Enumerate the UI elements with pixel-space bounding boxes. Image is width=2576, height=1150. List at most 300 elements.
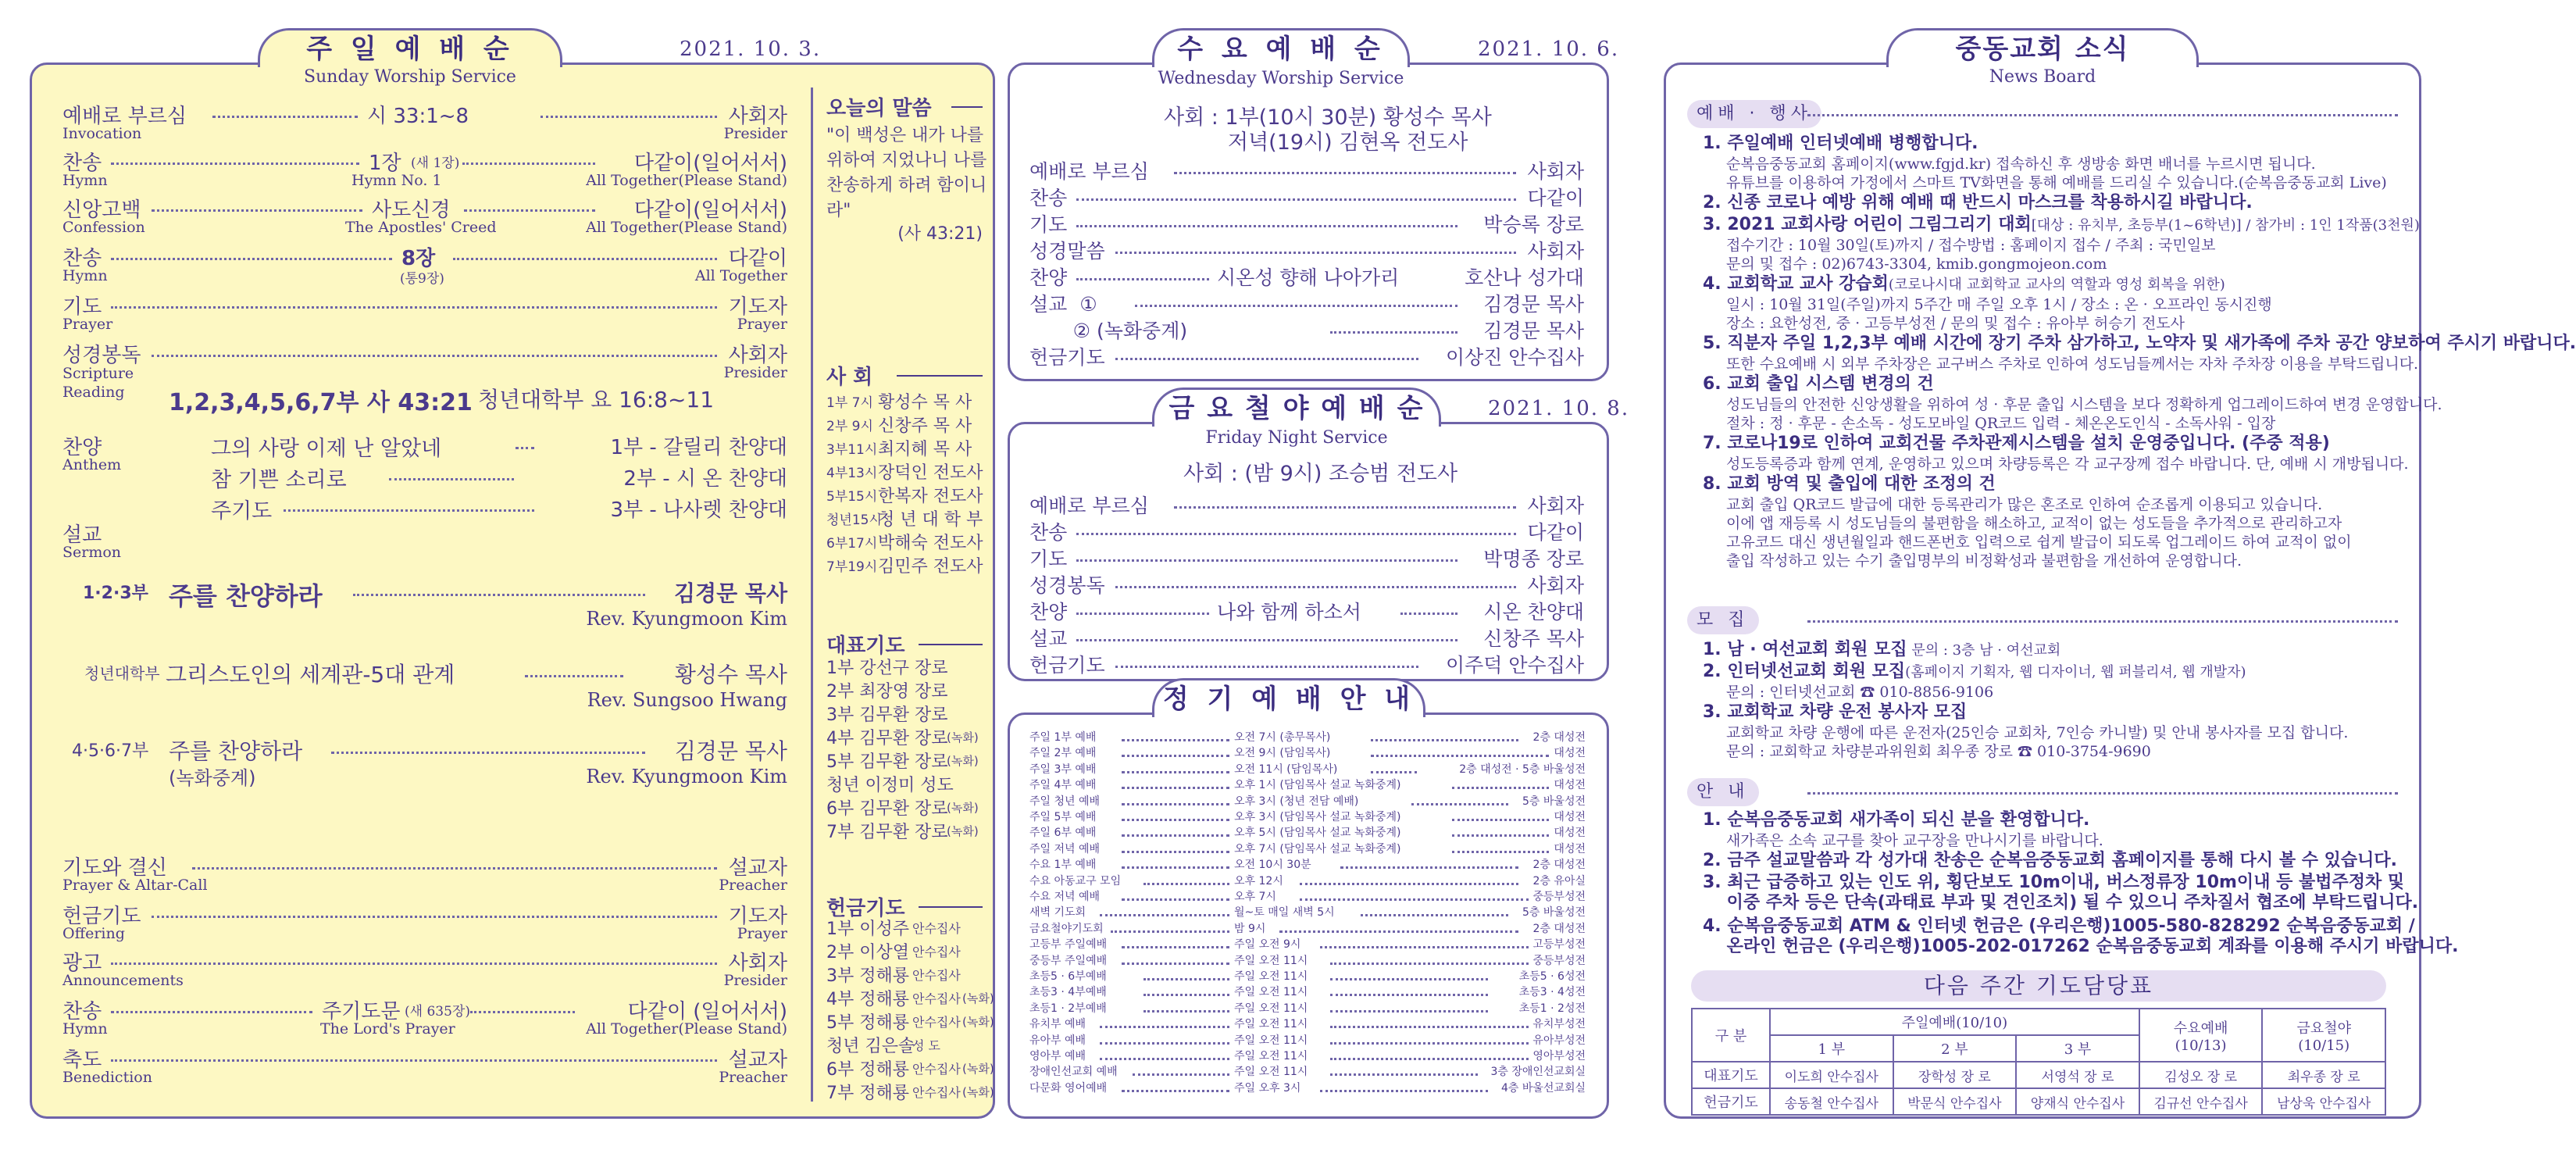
hymn3-mid-small: (새 635장)	[405, 1004, 470, 1020]
friday-mc: 사회 : (밤 9시) 조승범 전도사	[1183, 462, 1458, 486]
schedule-time: 오후 3시 (청년 전담 예배)	[1234, 795, 1359, 808]
invocation-right-en: Presider	[723, 125, 787, 142]
sermon-part: 4·5·6·7부	[72, 741, 149, 761]
leader-dots	[1452, 834, 1549, 837]
rep-prayer-note: (녹화)	[947, 801, 979, 815]
off-prayer-title: 안수집사	[912, 945, 961, 959]
mc-name: 청 년 대 학 부	[878, 510, 983, 530]
schedule-name: 주일 저녁 예배	[1029, 842, 1101, 855]
rep-prayer-note: (녹화)	[947, 824, 979, 838]
off-prayer-note: (녹화)	[962, 1085, 994, 1099]
schedule-place: 4층 바울선교회실	[1500, 1081, 1586, 1095]
news-item-detail: 또한 수요예배 시 외부 주차장은 교구버스 주차로 인하여 성도님들께서는 자차 주차장 이용을 부탁드립니다.	[1726, 355, 2419, 373]
friday-title-tab	[1152, 388, 1441, 427]
off-prayer-note: (녹화)	[962, 1015, 994, 1029]
news-section-rule	[1807, 114, 2398, 116]
leader-dots	[1122, 962, 1229, 965]
duty-title: 다음 주간 기도담당표	[1691, 970, 2386, 1002]
wednesday-row-right: 박승록 장로	[1483, 213, 1584, 236]
schedule-name: 주일 청년 예배	[1029, 795, 1101, 808]
announce-right: 사회자	[728, 952, 787, 975]
leader-dots	[1144, 994, 1229, 996]
leader-dots	[1330, 978, 1488, 980]
leader-dots	[1122, 771, 1229, 773]
leader-dots	[1400, 612, 1457, 615]
leader-dots	[111, 1059, 717, 1062]
news-section-rule	[1807, 620, 2398, 623]
off-prayer-note: (녹화)	[962, 991, 994, 1005]
news-item-detail: 접수기간 : 10월 30일(토)까지 / 접수방법 : 홈페이지 접수 / 주최 : 국민일보	[1726, 237, 2216, 254]
news-item-title: 2. 인터넷선교회 회원 모집	[1703, 662, 1906, 681]
schedule-place: 초등5 · 6성전	[1518, 970, 1586, 983]
schedule-name: 수요 저녁 예배	[1029, 891, 1101, 903]
news-item-heading	[1703, 273, 2225, 295]
sermon-part: 1·2·3부	[83, 584, 148, 603]
news-item-heading	[1703, 639, 2060, 661]
schedule-place: 영아부성전	[1532, 1050, 1586, 1062]
duty-cell: 남상욱 안수집사	[2262, 1088, 2385, 1115]
scripture-quote-line: 위하여 지었나니 나를	[826, 151, 987, 170]
wednesday-row-label: 성경말씀	[1029, 240, 1105, 262]
schedule-place: 3층 장애인선교회실	[1490, 1066, 1586, 1079]
side-heading-rule	[919, 644, 983, 645]
schedule-place: 대성전	[1554, 827, 1586, 840]
news-item-title: 4. 순복음중동교회 ATM & 인터넷 헌금은 (우리은행)1005-580-828292 순복음중동교회 /	[1703, 916, 2415, 936]
sunday-side-divider	[811, 88, 813, 1102]
wednesday-row-right: 김경문 목사	[1483, 293, 1584, 316]
leader-dots	[1330, 1026, 1529, 1028]
leader-dots	[1122, 851, 1229, 853]
wednesday-row-label: 예배로 부르심	[1029, 160, 1149, 183]
duty-header-sunday: 주일예배(10/10)	[1770, 1009, 2139, 1035]
leader-dots	[1320, 946, 1529, 948]
schedule-name: 중등부 주일예배	[1029, 954, 1108, 967]
duty-row-label: 헌금기도	[1692, 1088, 1770, 1115]
hymn2-mid: 8장	[401, 247, 436, 270]
leader-dots	[1330, 1073, 1478, 1076]
news-item-detail: 교회 출입 QR코드 발급에 대한 등록관리가 많은 혼조로 인하여 순조롭게 이용되고 있습니다.	[1726, 496, 2323, 513]
leader-dots	[1122, 1090, 1229, 1092]
leader-dots	[152, 355, 717, 357]
news-item-detail: 문의 : 인터넷선교회 ☎ 010-8856-9106	[1726, 684, 1994, 701]
rep-prayer: 2부 최장영 장로	[826, 682, 948, 702]
schedule-time: 주일 오전 11시	[1234, 970, 1308, 983]
duty-header-friday	[2262, 1009, 2385, 1062]
scripture-reading-youth: 청년대학부 요 16:8~11	[478, 387, 715, 412]
leader-dots	[462, 162, 595, 165]
leader-dots	[1330, 331, 1457, 334]
leader-dots	[453, 258, 717, 260]
sermon-pastor-en: Rev. Kyungmoon Kim	[586, 766, 787, 788]
leader-dots	[1100, 1058, 1229, 1060]
friday-row-label: 예배로 부르심	[1029, 495, 1149, 517]
off-prayer-title: 안수집사	[912, 1015, 961, 1030]
friday-row-right: 다같이	[1527, 521, 1584, 544]
mc-part: 4부13시	[826, 466, 878, 481]
duty-wed-date: (10/13)	[2175, 1037, 2227, 1054]
duty-cell: 이도희 안수집사	[1770, 1062, 1893, 1088]
off_head-heading: 헌금기도	[826, 897, 905, 920]
leader-dots	[1076, 639, 1457, 641]
schedule-place: 대성전	[1554, 779, 1586, 792]
sermon-title: 주를 찬양하라	[169, 738, 303, 764]
leader-dots	[1300, 898, 1529, 901]
scripture-reading-main: 1,2,3,4,5,6,7부 사 43:21	[169, 389, 473, 416]
schedule-time: 오후 3시 (담임목사 설교 녹화중계)	[1234, 811, 1401, 823]
news-item-title: 3. 교회학교 차량 운전 봉사자 모집	[1703, 702, 1968, 722]
anthem-choir: 3부 - 나사렛 찬양대	[610, 498, 787, 522]
off-prayer-title: 안수집사	[912, 921, 961, 936]
hymn2-right: 다같이	[728, 247, 787, 270]
off-prayer-title: 성 도	[912, 1038, 940, 1053]
creed-mid-en: The Apostles' Creed	[345, 219, 497, 236]
mc-name: 한복자 전도사	[878, 487, 983, 506]
leader-dots	[1122, 834, 1229, 837]
side-heading-rule	[919, 906, 983, 908]
leader-dots	[1133, 1073, 1229, 1076]
off-prayer: 7부 정해룡	[826, 1084, 909, 1103]
altar-right: 설교자	[728, 856, 787, 880]
invocation-mid: 시 33:1~8	[367, 105, 469, 128]
mc-name: 김민주 전도사	[878, 557, 983, 577]
altar-label: 기도와 결신	[62, 856, 167, 880]
news-item-title-note: (코로나시대 교회학교 교사의 역할과 영성 회복을 위한)	[1888, 277, 2225, 293]
news-section-rule	[1807, 792, 2398, 795]
scripture-label-en: Scripture Reading	[62, 365, 134, 401]
duty-fri-date: (10/15)	[2298, 1037, 2350, 1054]
leader-dots	[111, 162, 359, 165]
news-item-detail: 문의 및 접수 : 02)6743-3304, kmib.gongmojeon.com	[1726, 255, 2107, 273]
schedule-name: 초등5 · 6부예배	[1029, 970, 1107, 983]
schedule-time: 주일 오전 9시	[1234, 938, 1301, 952]
leader-dots	[1452, 819, 1549, 821]
leader-dots	[1100, 1042, 1229, 1045]
leader-dots	[1340, 866, 1518, 869]
schedule-name: 주일 1부 예배	[1029, 731, 1097, 744]
duty-cell: 서영석 장 로	[2016, 1062, 2139, 1088]
creed-label-en: Confession	[62, 219, 145, 236]
schedule-name: 다문화 영어예배	[1029, 1081, 1108, 1095]
scripture-right-en: Presider	[723, 364, 787, 381]
news-item-detail: 순복음중동교회 홈페이지(www.fgjd.kr) 접속하신 후 생방송 화면 배너를 누르시면 됩니다.	[1726, 155, 2316, 173]
schedule-time: 주일 오전 11시	[1234, 1066, 1308, 1079]
schedule-time: 주일 오전 11시	[1234, 986, 1308, 999]
news-item-heading	[1703, 373, 1934, 395]
leader-dots	[1144, 883, 1229, 885]
leader-dots	[1411, 803, 1508, 805]
friday-row-label: 찬양	[1029, 601, 1068, 623]
duty-header-wednesday	[2139, 1009, 2263, 1062]
off-prayer-title: 안수집사	[912, 1085, 961, 1100]
duty-header-category: 구 분	[1692, 1009, 1770, 1062]
wednesday-row-right: 사회자	[1527, 240, 1584, 262]
scripture-quote-ref: (사 43:21)	[897, 224, 983, 244]
sermon-pastor: 김경문 목사	[674, 580, 787, 606]
schedule-time: 밤 9시	[1234, 922, 1266, 935]
duty-fri-label: 금요철야	[2296, 1020, 2351, 1037]
hymn2-label-en: Hymn	[62, 267, 108, 284]
creed-label: 신앙고백	[62, 198, 141, 222]
leader-dots	[111, 306, 717, 309]
schedule-place: 중등부성전	[1532, 891, 1586, 903]
schedule-place: 유아부성전	[1532, 1034, 1586, 1047]
anthem-choir: 1부 - 갈릴리 찬양대	[610, 436, 787, 459]
friday-row-label: 성경봉독	[1029, 574, 1105, 597]
scripture-quote-line: 찬송하게 하려 함이니	[826, 176, 987, 195]
sermon-pastor: 황성수 목사	[674, 662, 787, 688]
anthem-label: 찬양	[62, 436, 102, 459]
wednesday-row-label: 헌금기도	[1029, 346, 1105, 369]
schedule-name: 고등부 주일예배	[1029, 938, 1108, 952]
hymn2-mid-small: (통9장)	[400, 271, 444, 287]
leader-dots	[1122, 898, 1229, 901]
invocation-label-en: Invocation	[62, 125, 142, 142]
schedule-place: 중등부성전	[1532, 954, 1586, 967]
leader-dots	[1330, 994, 1488, 996]
anthem-song: 참 기쁜 소리로	[211, 468, 347, 492]
leader-dots	[152, 916, 717, 918]
news-item-detail: 출입 작성하고 있는 수기 출입명부의 비정확성과 불편함을 개선하여 운영합니다.	[1726, 552, 2242, 570]
sermon-pastor-en: Rev. Kyungmoon Kim	[586, 608, 787, 630]
duty-table	[1691, 1008, 2386, 1116]
news-item-heading	[1703, 133, 1978, 155]
news-item-heading-2: 이중 주차 등은 단속(과태료 부과 및 견인조치) 될 수 있으니 주차질서 협조에 부탁드립니다.	[1703, 893, 2419, 912]
schedule-place: 2층 유아실	[1532, 874, 1586, 888]
leader-dots	[1300, 883, 1518, 885]
news-item-heading	[1703, 809, 2089, 831]
leader-dots	[389, 478, 514, 480]
news-item-heading	[1703, 433, 2330, 455]
hymn1-mid-en: Hymn No. 1	[351, 172, 442, 189]
news-item-detail: 고유코드 대신 생년월일과 핸드폰번호 입력으로 쉽게 발급이 되도록 업그레이드 하여 교적이 없이	[1726, 534, 2352, 551]
wednesday-row-right: 사회자	[1527, 160, 1584, 183]
creed-right-en: All Together(Please Stand)	[586, 219, 787, 236]
duty-cell: 박문식 안수집사	[1893, 1088, 2017, 1115]
leader-dots	[1111, 930, 1229, 933]
rep-prayer: 청년 이정미 성도	[826, 776, 954, 795]
duty-cell: 송동철 안수집사	[1770, 1088, 1893, 1115]
prayer-label: 기도	[62, 295, 102, 319]
duty-row-label: 대표기도	[1692, 1062, 1770, 1088]
news-subtitle: News Board	[1989, 67, 2096, 87]
off-prayer: 4부 정해룡	[826, 990, 909, 1009]
leader-dots	[1371, 755, 1549, 757]
news-title-tab	[1886, 28, 2199, 67]
sermon-part: 청년대학부	[84, 664, 160, 683]
news-title: 중동교회 소식	[1955, 34, 2130, 65]
leader-dots	[1330, 962, 1529, 965]
leader-dots	[111, 962, 717, 965]
hymn1-right: 다같이(일어서서)	[633, 152, 787, 175]
news-item-title: 4. 교회학교 교사 강습회	[1703, 274, 1889, 294]
friday-title: 금 요 철 야 예 배 순	[1168, 393, 1425, 424]
schedule-name: 수요 1부 예배	[1029, 859, 1097, 872]
scripture-quote-line: 라"	[826, 201, 851, 220]
leader-dots	[1076, 559, 1457, 562]
friday-row-right: 신창주 목사	[1483, 627, 1584, 650]
news-section-sec1: 예배 · 행사	[1687, 100, 1821, 128]
leader-dots	[1122, 787, 1229, 789]
leader-dots	[1100, 914, 1229, 916]
news-item-detail: 문의 : 교회학교 차량분과위원회 최우종 장로 ☎ 010-3754-9690	[1726, 743, 2151, 760]
mc-name: 황성수 목 사	[878, 393, 972, 412]
prayer-right-en: Prayer	[737, 316, 787, 333]
hymn2-label: 찬송	[62, 247, 102, 270]
announce-label-en: Announcements	[62, 972, 184, 989]
news-item-title-note: (홈페이지 기획자, 웹 디자이너, 웹 퍼블리셔, 웹 개발자)	[1905, 664, 2246, 680]
off-prayer: 2부 이상열	[826, 943, 909, 962]
side-heading-rule	[951, 106, 983, 108]
mc_head-heading: 사 회	[826, 366, 873, 389]
off-prayer: 6부 정해룡	[826, 1060, 909, 1080]
schedule-name: 새벽 기도회	[1029, 906, 1086, 920]
schedule-time: 주일 오전 11시	[1234, 1002, 1308, 1015]
wednesday-row-right: 김경문 목사	[1483, 320, 1584, 342]
rep-prayer: 6부 김무환 장로	[826, 799, 948, 819]
schedule-time: 주일 오전 11시	[1234, 1050, 1308, 1062]
friday-row-label: 찬송	[1029, 521, 1068, 544]
off-prayer: 3부 정해룡	[826, 966, 909, 986]
sunday-title: 주 일 예 배 순	[306, 34, 514, 65]
news-item-title: 3. 2021 교회사랑 어린이 그림그리기 대회	[1703, 215, 2032, 234]
prayer-label-en: Prayer	[62, 316, 113, 333]
leader-dots	[192, 867, 717, 870]
mc-part: 3부11시	[826, 442, 878, 458]
leader-dots	[1076, 278, 1209, 280]
wednesday-row-right: 호산나 성가대	[1465, 266, 1584, 289]
leader-dots	[1144, 1010, 1229, 1012]
leader-dots	[1122, 803, 1229, 805]
invocation-right: 사회자	[728, 105, 787, 128]
wednesday-row-label: 기도	[1029, 213, 1068, 236]
schedule-place: 유치부성전	[1532, 1018, 1586, 1031]
duty-wed-label: 수요예배	[2173, 1020, 2228, 1037]
schedule-name: 영아부 예배	[1029, 1050, 1086, 1062]
rep-prayer: 3부 김무환 장로	[826, 705, 948, 725]
leader-dots	[1330, 1058, 1529, 1060]
hymn3-label: 찬송	[62, 1000, 102, 1023]
friday-row-right: 사회자	[1527, 574, 1584, 597]
wednesday-row-label: 찬송	[1029, 187, 1068, 209]
off-prayer-title: 안수집사	[912, 991, 961, 1006]
news-item-title: 7. 코로나19로 인하여 교회건물 주차관제시스템을 설치 운영중입니다. (주중 적용)	[1703, 434, 2330, 453]
wednesday-mc1: 사회 : 1부(10시 30분) 황성수 목사	[1164, 105, 1492, 130]
schedule-name: 주일 6부 예배	[1029, 827, 1097, 840]
off-prayer: 5부 정해룡	[826, 1013, 909, 1033]
leader-dots	[525, 675, 623, 677]
schedule-name: 장애인선교회 예배	[1029, 1066, 1118, 1079]
news-item-title: 6. 교회 출입 시스템 변경의 건	[1703, 374, 1934, 394]
rep-prayer: 1부 강선구 장로	[826, 659, 948, 678]
regular-title-tab	[1152, 678, 1425, 717]
news-item-detail: 절차 : 정 · 후문 - 손소독 - 성도모바일 QR코드 입력 - 체온온도인식 - 소독사워 - 입장	[1726, 415, 2276, 432]
mc-part: 7부19시	[826, 559, 878, 575]
wednesday-row-label: 설교 ①	[1029, 293, 1097, 316]
leader-dots	[212, 116, 358, 118]
off-prayer-note: (녹화)	[962, 1062, 994, 1076]
news-item-heading	[1703, 661, 2246, 683]
rep-prayer-note: (녹화)	[947, 754, 979, 768]
leader-dots	[1371, 771, 1417, 773]
leader-dots	[1122, 755, 1229, 757]
friday-row-right: 박명종 장로	[1483, 548, 1584, 570]
schedule-name: 주일 2부 예배	[1029, 747, 1097, 760]
news-item-title: 8. 교회 방역 및 출입에 대한 조정의 건	[1703, 474, 1996, 494]
leader-dots	[1452, 851, 1549, 853]
news-item-heading-2: 온라인 헌금은 (우리은행)1005-202-017262 순복음중동교회 계좌를 이용해 주시기 바랍니다.	[1703, 937, 2459, 956]
leader-dots	[111, 258, 392, 260]
duty-cell: 김규선 안수집사	[2139, 1088, 2263, 1115]
rep-prayer: 4부 김무환 장로	[826, 729, 948, 748]
schedule-place: 5층 바울성전	[1522, 906, 1586, 920]
schedule-place: 대성전	[1554, 747, 1586, 760]
anthem-label-en: Anthem	[62, 456, 122, 473]
schedule-place: 초등3 · 4성전	[1518, 986, 1586, 999]
bene-label-en: Benediction	[62, 1069, 152, 1086]
schedule-place: 2층 대성전 · 5층 바울성전	[1459, 762, 1586, 776]
sermon-title-sub: (녹화중계)	[169, 767, 256, 789]
mc-name: 박해숙 전도사	[878, 534, 983, 553]
leader-dots	[284, 509, 534, 512]
schedule-place: 고등부성전	[1532, 938, 1586, 952]
leader-dots	[1076, 612, 1209, 615]
schedule-name: 유아부 예배	[1029, 1034, 1086, 1047]
leader-dots	[1076, 533, 1516, 535]
hymn1-label: 찬송	[62, 152, 102, 175]
sermon-pastor-en: Rev. Sungsoo Hwang	[587, 689, 787, 711]
wednesday-title: 수 요 예 배 순	[1177, 34, 1385, 65]
friday-row-right: 시온 찬양대	[1483, 601, 1584, 623]
leader-dots	[516, 447, 534, 449]
schedule-place: 대성전	[1554, 842, 1586, 855]
off-prayer: 1부 이성주	[826, 920, 909, 939]
friday-row-label: 헌금기도	[1029, 654, 1105, 677]
wednesday-title-tab	[1152, 28, 1410, 67]
schedule-time: 주일 오전 11시	[1234, 1034, 1308, 1047]
hymn2-right-en: All Together	[694, 267, 787, 284]
duty-cell: 장학성 장 로	[1893, 1062, 2017, 1088]
leader-dots	[1115, 358, 1418, 360]
wednesday-row-right: 이상진 안수집사	[1446, 346, 1584, 369]
news-item-title: 1. 순복음중동교회 새가족이 되신 분을 환영합니다.	[1703, 810, 2090, 830]
bene-label: 축도	[62, 1048, 102, 1072]
scripture-label: 성경봉독	[62, 344, 141, 367]
prayer-right: 기도자	[728, 295, 787, 319]
duty-header-part3: 3 부	[2016, 1035, 2139, 1062]
offering-label-en: Offering	[62, 925, 125, 942]
leader-dots	[1115, 252, 1516, 254]
news-item-heading	[1703, 214, 2420, 236]
schedule-time: 오후 5시 (담임목사 설교 녹화중계)	[1234, 827, 1401, 840]
mc-part: 2부 9시	[826, 419, 873, 434]
side-heading-rule	[897, 375, 983, 377]
rep-prayer: 5부 김무환 장로	[826, 752, 948, 772]
bene-right-en: Preacher	[719, 1069, 787, 1086]
schedule-time: 오전 11시 (담임목사)	[1234, 762, 1338, 776]
schedule-name: 유치부 예배	[1029, 1018, 1086, 1031]
schedule-name: 초등1 · 2부예배	[1029, 1002, 1107, 1015]
anthem-song: 주기도	[211, 499, 273, 523]
schedule-time: 오전 10시 30분	[1234, 859, 1311, 872]
news-item-title: 1. 남 · 여선교회 회원 모집	[1703, 640, 1907, 659]
announce-label: 광고	[62, 952, 102, 975]
news-item-title: 2. 신종 코로나 예방 위해 예배 때 반드시 마스크를 착용하시길 바랍니다.	[1703, 193, 2253, 212]
creed-mid: 사도신경	[372, 198, 451, 222]
schedule-place: 5층 바울성전	[1522, 795, 1586, 808]
leader-dots	[152, 209, 362, 212]
schedule-place: 2층 대성전	[1532, 731, 1586, 744]
rep-prayer-note: (녹화)	[947, 730, 979, 745]
